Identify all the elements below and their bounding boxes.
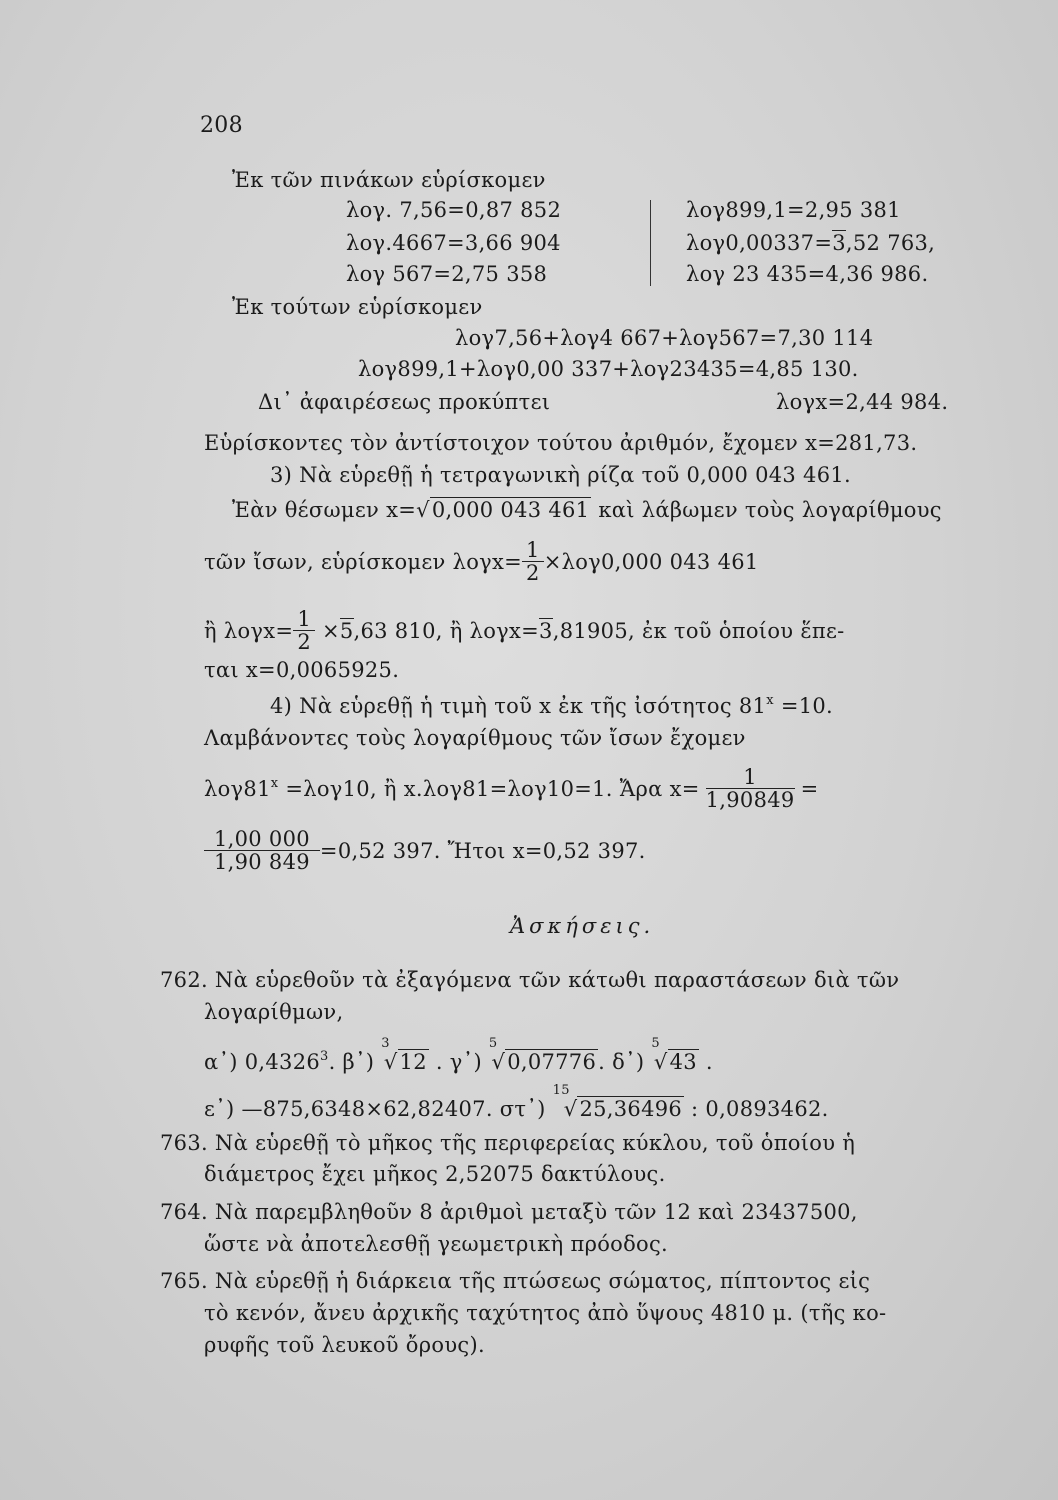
equation-line: λογ7,56+λογ4 667+λογ567=7,30 114	[455, 326, 874, 350]
equation-line: $\frac{1,00 000}{1,90 849}$ =0,52 397. Ἤτοι x=0,52 397.	[204, 830, 646, 875]
exercise-762: 762. Νὰ εὑρεθοῦν τὰ ἐξαγόμενα τῶν κάτωθι παραστάσεων διὰ τῶν	[160, 968, 900, 992]
text-line: λογαρίθμων,	[204, 1000, 344, 1024]
problem-heading: 3) Νὰ εὑρεθῇ ἡ τετραγωνικὴ ρίζα τοῦ 0,000 043 461.	[270, 463, 852, 487]
exercise-764: 764. Νὰ παρεμβληθοῦν 8 ἀριθμοὶ μεταξὺ τῶν 12 καὶ 23437500,	[160, 1200, 858, 1224]
section-heading: Ἀσκήσεις.	[510, 914, 655, 938]
text-line: Ἐὰν θέσωμεν x=√0,000 043 461 καὶ λάβωμεν τοὺς λογαρίθμους	[232, 498, 942, 522]
table-cell: λογ899,1=2,95 381	[686, 198, 901, 222]
equation-line: λογ899,1+λογ0,00 337+λογ23435=4,85 130.	[358, 357, 859, 381]
equation-line: α᾽) 0,4326$^3$. β᾽) $^3$√12 . γ᾽) $^5$√0,07776. δ᾽) $^5$√43 .	[204, 1036, 713, 1074]
equation-line: $\lambda o\gamma 81^x =\lambda o\gamma 10$, ἢ x.λογ81=λογ10=1. Ἄρα x= $\frac{1}{1,90849}$ =	[204, 765, 819, 812]
text-line: ρυφῆς τοῦ λευκοῦ ὄρους).	[204, 1333, 485, 1357]
text-line: Λαμβάνοντες τοὺς λογαρίθμους τῶν ἴσων ἔχομεν	[204, 726, 746, 750]
page-number: 208	[200, 113, 243, 138]
table-cell: λογ.4667=3,66 904	[346, 231, 561, 255]
equation-line: λογx=2,44 984.	[776, 390, 949, 414]
text-line: Δι᾽ ἀφαιρέσεως προκύπτει	[258, 390, 551, 414]
text-line: διάμετρος ἔχει μῆκος 2,52075 δακτύλους.	[204, 1162, 666, 1186]
table-cell: λογ 23 435=4,36 986.	[686, 262, 929, 286]
exercise-763: 763. Νὰ εὑρεθῇ τὸ μῆκος τῆς περιφερείας κύκλου, τοῦ ὁποίου ἡ	[160, 1131, 856, 1155]
equation-line: ε᾽) —875,6348×62,82407. στ᾽) $^{15}$√25,36496 : 0,0893462.	[204, 1083, 829, 1121]
text-line: Ἐκ τούτων εὑρίσκομεν	[232, 295, 483, 319]
text-line: ὥστε νὰ ἀποτελεσθῇ γεωμετρικὴ πρόοδος.	[204, 1232, 669, 1256]
table-divider	[650, 200, 651, 286]
exercise-765: 765. Νὰ εὑρεθῇ ἡ διάρκεια τῆς πτώσεως σώματος, πίπτοντος εἰς	[160, 1269, 871, 1293]
equation-line: ἢ λογx= $\frac{1}{2}$ ×5,63 810, ἢ λογx=3,81905, ἐκ τοῦ ὁποίου ἕπε-	[204, 607, 845, 654]
text-line: Εὑρίσκοντες τὸν ἀντίστοιχον τούτου ἀριθμόν, ἔχομεν x=281,73.	[204, 431, 918, 455]
text-line: ται x=0,0065925.	[204, 658, 400, 682]
equation-line: τῶν ἴσων, εὑρίσκομεν λογx= $\frac{1}{2}$ ×λογ0,000 043 461	[204, 538, 759, 585]
table-cell: λογ0,00337=3,52 763,	[686, 231, 936, 255]
text-line: τὸ κενόν, ἄνευ ἀρχικῆς ταχύτητος ἀπὸ ὕψους 4810 μ. (τῆς κο-	[204, 1301, 887, 1325]
table-cell: λογ. 7,56=0,87 852	[346, 198, 562, 222]
problem-heading: 4) Νὰ εὑρεθῇ ἡ τιμὴ τοῦ x ἐκ τῆς ἰσότητος $81^x =10$.	[270, 693, 834, 718]
table-cell: λογ 567=2,75 358	[346, 262, 548, 286]
text-line: Ἐκ τῶν πινάκων εὑρίσκομεν	[232, 168, 546, 192]
